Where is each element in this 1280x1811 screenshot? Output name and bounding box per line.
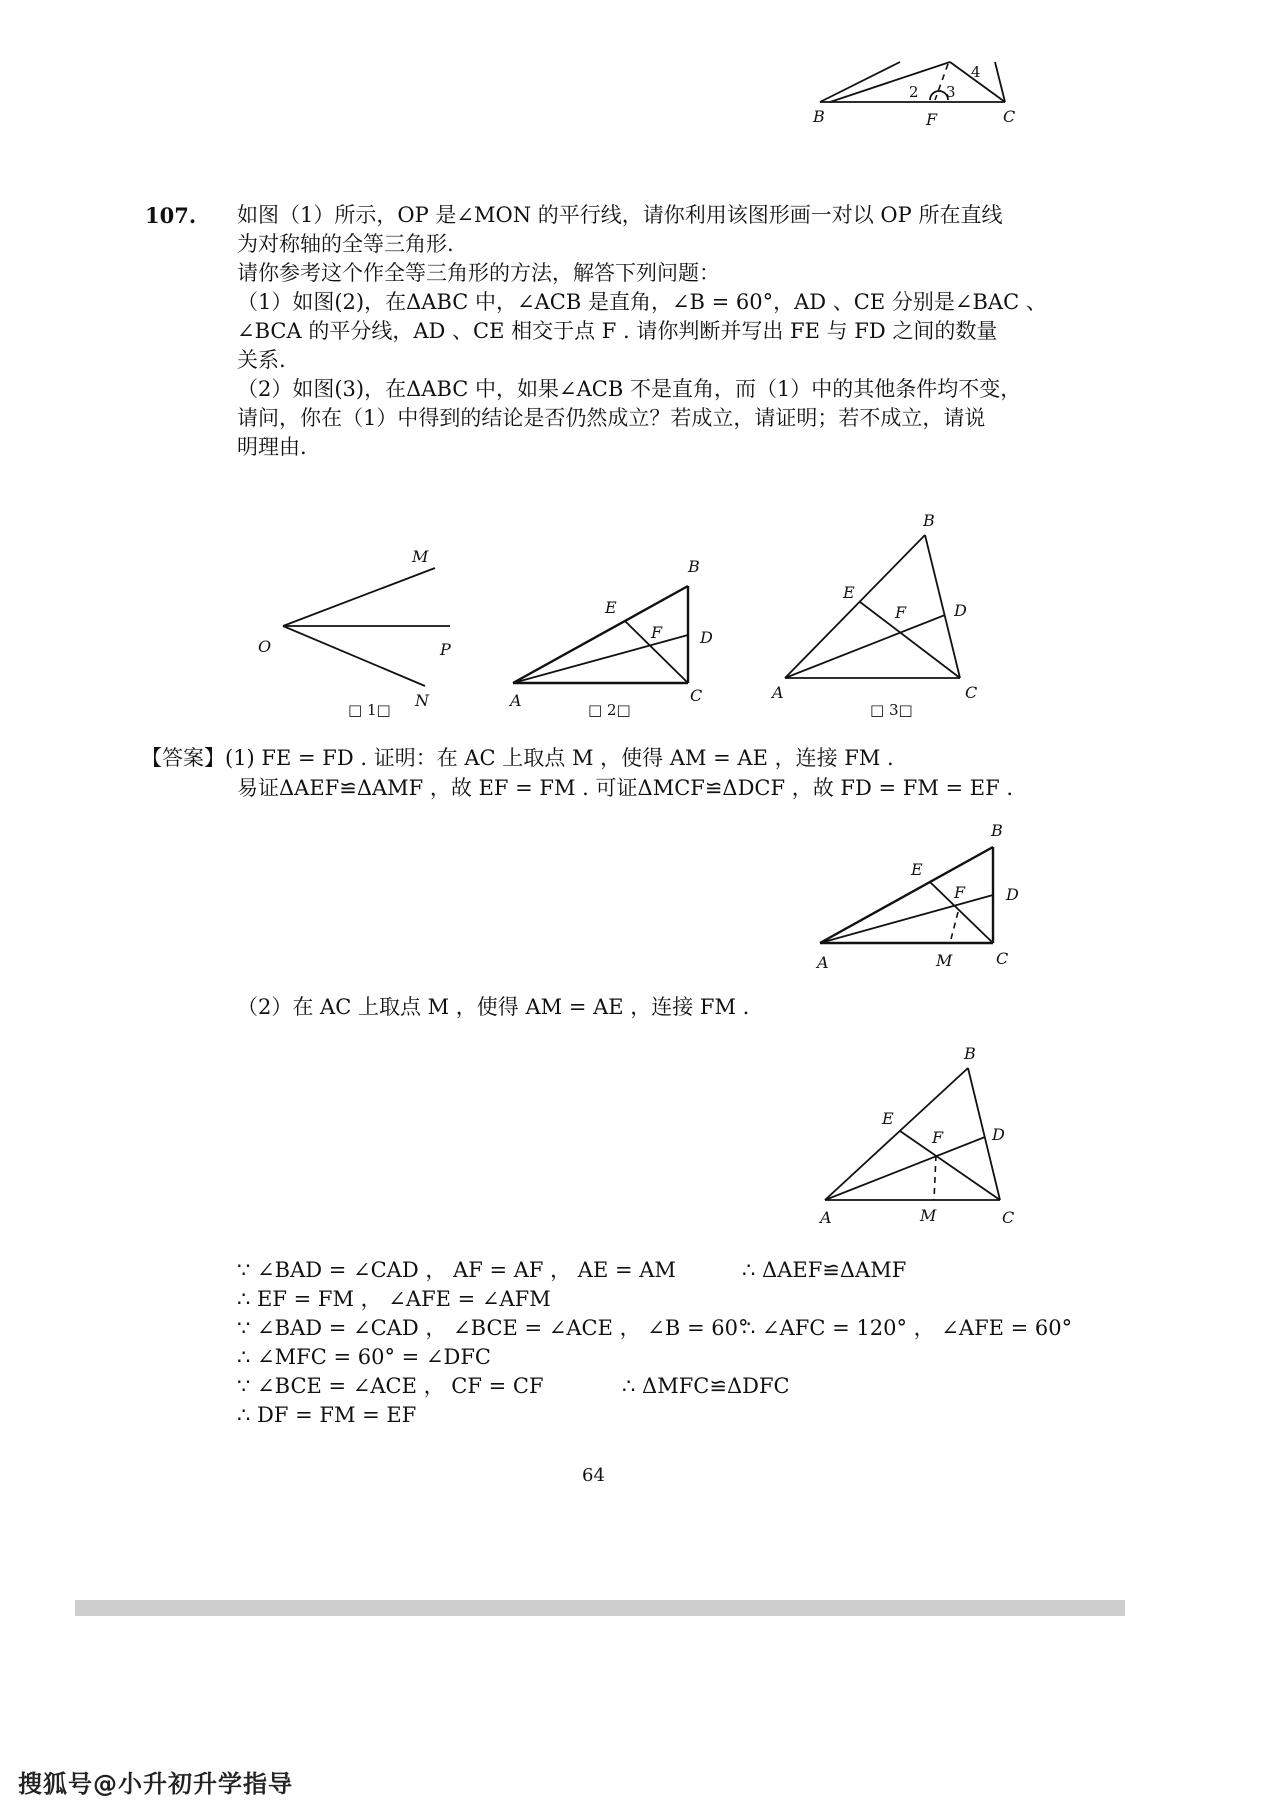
label-D: D <box>1006 885 1019 904</box>
page-separator-bar <box>75 1600 1125 1616</box>
label-C: C <box>1003 107 1016 126</box>
label-M: M <box>412 547 429 566</box>
problem-text <box>237 201 1047 462</box>
problem-line: （2）如图(3)，在ΔABC 中，如果∠ACB 不是直角，而（1）中的其他条件均不变， <box>237 377 1022 401</box>
figure-3 <box>770 511 977 719</box>
label-D: D <box>700 628 713 647</box>
problem-line: （1）如图(2)，在ΔABC 中，∠ACB 是直角，∠B = 60°，AD 、CE 分别是∠BAC 、 <box>237 290 1047 314</box>
figure-2 <box>508 557 713 719</box>
label-F: F <box>895 603 907 622</box>
label-D: D <box>954 601 967 620</box>
proof-block <box>237 1256 1073 1430</box>
label-B: B <box>964 1044 976 1063</box>
figure-3-caption: □ 3□ <box>870 701 913 719</box>
label-B: B <box>923 511 935 530</box>
label-C: C <box>1002 1208 1015 1227</box>
proof-left: ∴ EF = FM ， ∠AFE = ∠AFM <box>237 1287 551 1311</box>
label-2: 2 <box>909 83 919 101</box>
label-F: F <box>954 883 966 902</box>
figure-1 <box>258 547 451 719</box>
label-B: B <box>991 821 1003 840</box>
problem-line: 请问，你在（1）中得到的结论是否仍然成立？若成立，请证明；若不成立，请说 <box>237 406 986 430</box>
label-A: A <box>817 953 829 972</box>
segment-AD <box>785 615 945 678</box>
answer-tag: 【答案】 <box>141 746 225 770</box>
proof-right: ∴ ΔAEF≌ΔAMF <box>742 1258 907 1282</box>
figure-2-caption: □ 2□ <box>588 701 631 719</box>
label-A: A <box>820 1208 832 1227</box>
label-3: 3 <box>946 83 956 101</box>
proof-line <box>237 1285 749 1314</box>
label-F: F <box>932 1128 944 1147</box>
segment-AB <box>825 1068 968 1200</box>
proof-right: ∴ ∠AFC = 120° ， ∠AFE = 60° <box>742 1316 1073 1340</box>
label-M: M <box>936 951 953 970</box>
dashed-segment-FM <box>950 912 958 943</box>
dashed-segment-FM <box>934 1155 936 1200</box>
label-A: A <box>772 683 784 702</box>
proof-right: ∴ ΔMFC≌ΔDFC <box>622 1374 790 1398</box>
figure-1-caption: □ 1□ <box>348 701 391 719</box>
problem-figures <box>0 500 1280 730</box>
label-A: A <box>510 691 522 710</box>
proof-line <box>237 1401 749 1430</box>
label-D: D <box>992 1125 1005 1144</box>
segment-AB <box>820 847 993 943</box>
label-C: C <box>690 686 703 705</box>
proof-line <box>237 1343 749 1372</box>
label-B: B <box>813 107 825 126</box>
label-C: C <box>996 949 1009 968</box>
label-M: M <box>920 1206 937 1225</box>
proof-line <box>237 1256 907 1285</box>
part2-line: （2）在 AC 上取点 M ，使得 AM = AE ，连接 FM . <box>237 995 750 1019</box>
proof-left: ∴ DF = FM = EF <box>237 1403 417 1427</box>
label-E: E <box>882 1109 894 1128</box>
ray-OM <box>283 568 435 626</box>
proof-line <box>237 1314 1073 1343</box>
top-partial-figure <box>0 0 1280 140</box>
page-number: 64 <box>582 1465 605 1486</box>
label-4: 4 <box>971 63 981 81</box>
problem-line: 请你参考这个作全等三角形的方法，解答下列问题： <box>237 261 720 285</box>
answer-figure-2 <box>800 1040 1040 1240</box>
label-P: P <box>440 640 451 659</box>
ray-ON <box>283 626 425 686</box>
problem-line: 关系. <box>237 348 286 372</box>
proof-left: ∵ ∠BAD = ∠CAD ， AF = AF ， AE = AM <box>237 1258 676 1282</box>
answer-figure-1 <box>800 820 1040 980</box>
label-E: E <box>843 583 855 602</box>
label-N: N <box>415 691 429 710</box>
label-C: C <box>965 683 978 702</box>
label-O: O <box>258 637 272 656</box>
segment-AD <box>513 635 688 683</box>
proof-line <box>237 1372 790 1401</box>
proof-left: ∴ ∠MFC = 60° = ∠DFC <box>237 1345 491 1369</box>
label-F: F <box>651 623 663 642</box>
problem-line: ∠BCA 的平分线，AD 、CE 相交于点 F . 请你判断并写出 FE 与 FD 之间的数量 <box>237 319 998 343</box>
segment-AD <box>825 1137 985 1200</box>
watermark: 搜狐号@小升初升学指导 <box>18 1770 293 1798</box>
label-B: B <box>688 557 700 576</box>
label-E: E <box>605 598 617 617</box>
label-F: F <box>926 110 938 129</box>
answer-line-1: (1) FE = FD . 证明：在 AC 上取点 M ，使得 AM = AE ，连接 FM . <box>225 746 894 770</box>
proof-left: ∵ ∠BCE = ∠ACE ， CF = CF <box>237 1374 544 1398</box>
problem-line: 明理由. <box>237 435 307 459</box>
answer-line-2: 易证ΔAEF≌ΔAMF ，故 EF = FM . 可证ΔMCF≌ΔDCF ，故 FD = FM = EF . <box>237 776 1014 800</box>
problem-line: 如图（1）所示，OP 是∠MON 的平行线，请你利用该图形画一对以 OP 所在直线 <box>237 203 1003 227</box>
problem-number: 107. <box>145 203 197 228</box>
label-E: E <box>911 860 923 879</box>
proof-left: ∵ ∠BAD = ∠CAD ， ∠BCE = ∠ACE ， ∠B = 60° <box>237 1316 749 1340</box>
problem-line: 为对称轴的全等三角形. <box>237 232 454 256</box>
answer-block <box>141 744 894 773</box>
